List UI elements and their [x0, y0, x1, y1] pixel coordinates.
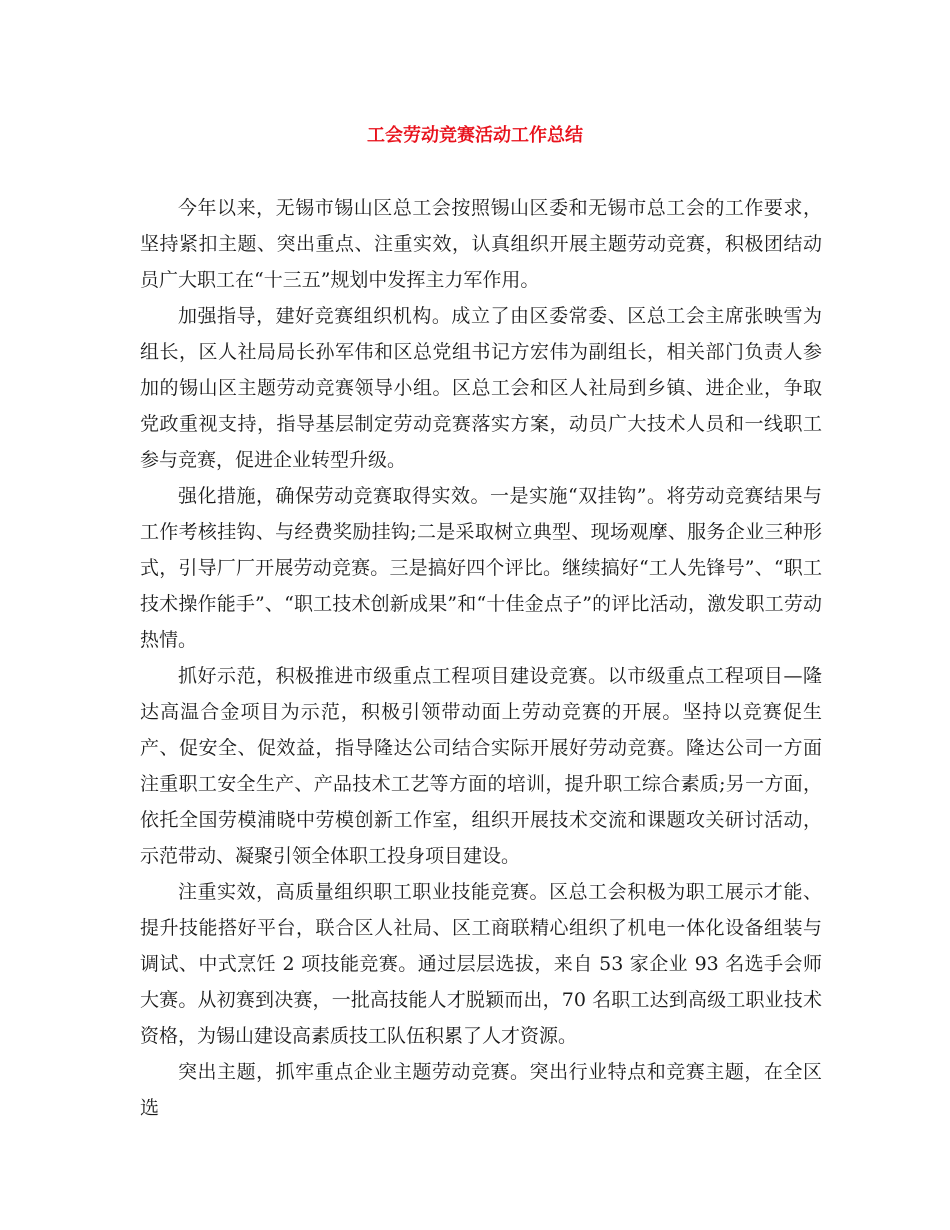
paragraph-6: 突出主题，抓牢重点企业主题劳动竞赛。突出行业特点和竞赛主题，在全区选	[140, 1061, 822, 1119]
paragraph-5: 注重实效，高质量组织职工职业技能竞赛。区总工会积极为职工展示才能、提升技能搭好平台，联合区人社局、区工商联精心组织了机电一体化设备组装与调试、中式烹饪 2 项技能竞赛。通过层层选拔，来自 53 家企业 93 名选手会师大赛。从初赛到决赛，一批高技能人才脱颖而出，70 名职工达到高级工职业技术资格，为锡山建设高素质技工队伍积累了人才资源。	[140, 881, 822, 1047]
paragraph-1: 今年以来，无锡市锡山区总工会按照锡山区委和无锡市总工会的工作要求，坚持紧扣主题、突出重点、注重实效，认真组织开展主题劳动竞赛，积极团结动员广大职工在“十三五”规划中发挥主力军作用。	[140, 197, 822, 291]
paragraph-2: 加强指导，建好竞赛组织机构。成立了由区委常委、区总工会主席张映雪为组长，区人社局局长孙军伟和区总党组书记方宏伟为副组长，相关部门负责人参加的锡山区主题劳动竞赛领导小组。区总工会和区人社局到乡镇、进企业，争取党政重视支持，指导基层制定劳动竞赛落实方案，动员广大技术人员和一线职工参与竞赛，促进企业转型升级。	[140, 305, 822, 471]
paragraph-3: 强化措施，确保劳动竞赛取得实效。一是实施“双挂钩”。将劳动竞赛结果与工作考核挂钩、与经费奖励挂钩;二是采取树立典型、现场观摩、服务企业三种形式，引导厂厂开展劳动竞赛。三是搞好四个评比。继续搞好“工人先锋号”、“职工技术操作能手”、“职工技术创新成果”和“十佳金点子”的评比活动，激发职工劳动热情。	[140, 485, 822, 651]
document-body	[140, 190, 822, 1126]
document-title: 工会劳动竞赛活动工作总结	[367, 125, 583, 146]
paragraph-4: 抓好示范，积极推进市级重点工程项目建设竞赛。以市级重点工程项目—隆达高温合金项目为示范，积极引领带动面上劳动竞赛的开展。坚持以竞赛促生产、促安全、促效益，指导隆达公司结合实际开展好劳动竞赛。隆达公司一方面注重职工安全生产、产品技术工艺等方面的培训，提升职工综合素质;另一方面，依托全国劳模浦晓中劳模创新工作室，组织开展技术交流和课题攻关研讨活动，示范带动、凝聚引领全体职工投身项目建设。	[140, 665, 822, 867]
